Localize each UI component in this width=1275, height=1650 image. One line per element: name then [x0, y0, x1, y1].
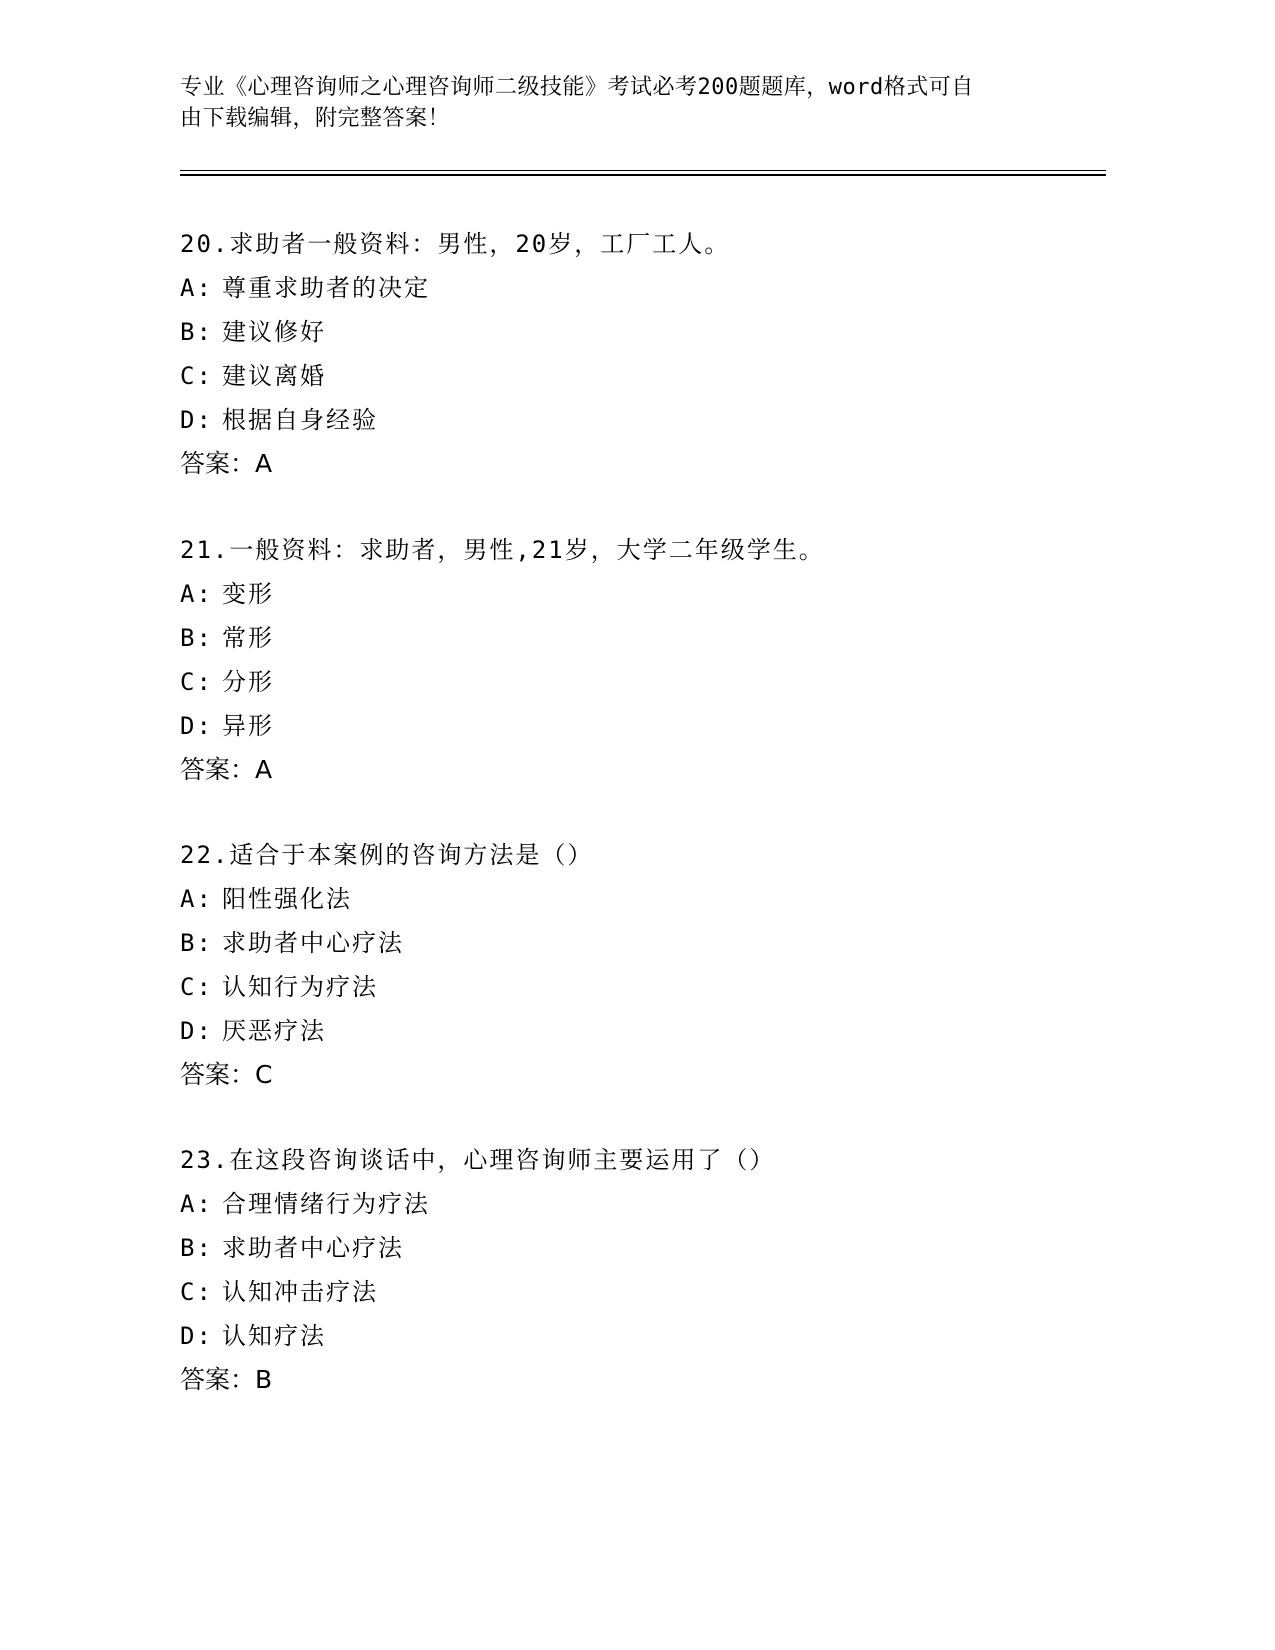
option-text: 尊重求助者的决定: [222, 274, 430, 302]
question-stem: 21.一般资料：求助者，男性,21岁，大学二年级学生。: [180, 536, 825, 564]
option-text: 认知疗法: [222, 1322, 326, 1350]
option-letter: B:: [180, 929, 213, 957]
option-d: [180, 398, 1100, 442]
question-21: [180, 528, 1100, 792]
option-text: 分形: [222, 668, 274, 696]
option-c: [180, 1270, 1100, 1314]
option-letter: B:: [180, 318, 213, 346]
option-letter: B:: [180, 1234, 213, 1262]
option-text: 建议离婚: [222, 362, 326, 390]
header-divider-thick: [180, 174, 1106, 176]
answer-line: 答案：A: [180, 755, 273, 784]
option-text: 厌恶疗法: [222, 1017, 326, 1045]
option-text: 认知行为疗法: [222, 973, 378, 1001]
option-letter: A:: [180, 885, 213, 913]
option-letter: D:: [180, 1017, 213, 1045]
option-a: [180, 266, 1100, 310]
option-letter: C:: [180, 668, 213, 696]
option-text: 求助者中心疗法: [222, 929, 404, 957]
option-text: 阳性强化法: [222, 885, 352, 913]
option-letter: A:: [180, 274, 213, 302]
question-20: [180, 222, 1100, 486]
header-line-1: 专业《心理咨询师之心理咨询师二级技能》考试必考200题题库，word格式可自: [180, 75, 974, 100]
option-b: [180, 616, 1100, 660]
option-letter: C:: [180, 362, 213, 390]
option-c: [180, 660, 1100, 704]
option-letter: A:: [180, 1190, 213, 1218]
question-23: [180, 1138, 1100, 1402]
option-letter: D:: [180, 1322, 213, 1350]
option-c: [180, 965, 1100, 1009]
option-b: [180, 1226, 1100, 1270]
question-stem: 20.求助者一般资料：男性，20岁，工厂工人。: [180, 230, 731, 258]
option-d: [180, 1009, 1100, 1053]
option-c: [180, 354, 1100, 398]
option-text: 求助者中心疗法: [222, 1234, 404, 1262]
option-text: 变形: [222, 580, 274, 608]
option-d: [180, 1314, 1100, 1358]
option-letter: D:: [180, 406, 213, 434]
answer-line: 答案：C: [180, 1060, 273, 1089]
option-d: [180, 704, 1100, 748]
option-b: [180, 921, 1100, 965]
option-a: [180, 572, 1100, 616]
question-22: [180, 833, 1100, 1097]
header-divider-thin: [180, 170, 1106, 171]
option-letter: B:: [180, 624, 213, 652]
option-text: 根据自身经验: [222, 406, 378, 434]
option-a: [180, 1182, 1100, 1226]
option-a: [180, 877, 1100, 921]
option-b: [180, 310, 1100, 354]
option-text: 建议修好: [222, 318, 326, 346]
option-text: 异形: [222, 712, 274, 740]
question-stem: 23.在这段咨询谈话中，心理咨询师主要运用了（）: [180, 1146, 776, 1174]
option-text: 合理情绪行为疗法: [222, 1190, 430, 1218]
option-letter: A:: [180, 580, 213, 608]
header-line-2: 由下载编辑，附完整答案！: [180, 106, 451, 131]
question-stem: 22.适合于本案例的咨询方法是（）: [180, 841, 594, 869]
option-text: 认知冲击疗法: [222, 1278, 378, 1306]
option-text: 常形: [222, 624, 274, 652]
answer-line: 答案：B: [180, 1365, 273, 1394]
document-header: [180, 72, 1040, 134]
option-letter: D:: [180, 712, 213, 740]
answer-line: 答案：A: [180, 449, 273, 478]
option-letter: C:: [180, 1278, 213, 1306]
option-letter: C:: [180, 973, 213, 1001]
